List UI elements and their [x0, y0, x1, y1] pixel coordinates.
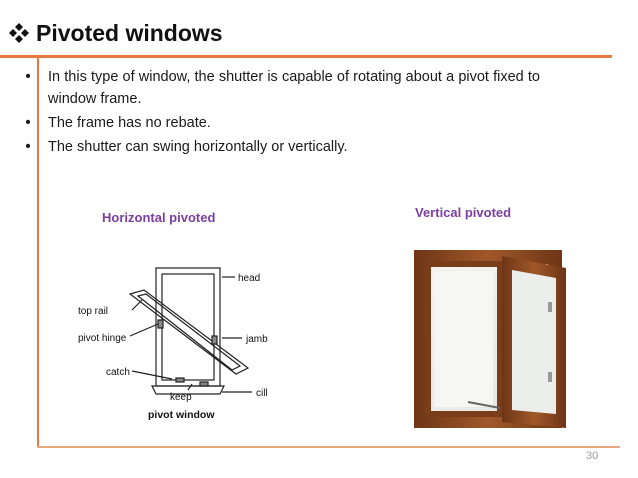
page-number: 30 — [586, 450, 599, 462]
bullet-text: In this type of window, the shutter is capable of rotating about a pivot fixed to window frame. — [48, 69, 540, 107]
label-keep: keep — [170, 392, 192, 403]
label-pivot-window: pivot window — [148, 409, 215, 421]
title-underline — [0, 55, 612, 58]
vertical-pivoted-caption: Vertical pivoted — [415, 205, 512, 220]
horizontal-pivot-diagram — [72, 250, 300, 430]
label-pivot-hinge: pivot hinge — [78, 333, 127, 344]
horizontal-pivoted-caption: Horizontal pivoted — [102, 210, 216, 225]
four-diamond-icon — [8, 22, 30, 44]
label-head: head — [238, 273, 261, 284]
bottom-border-line — [37, 446, 620, 448]
slide-title: Pivoted windows — [36, 19, 223, 46]
bullet-text: The frame has no rebate. — [48, 115, 211, 131]
title-row — [8, 16, 223, 50]
bullet-item — [18, 136, 540, 158]
label-jamb: jamb — [246, 334, 268, 345]
bullet-item — [18, 112, 540, 134]
vertical-pivot-window-image — [408, 242, 578, 434]
bullet-list — [18, 66, 540, 160]
bullet-item — [18, 66, 540, 110]
label-top-rail: top rail — [78, 306, 109, 317]
bullet-marker: • — [25, 115, 31, 131]
label-catch: catch — [106, 367, 130, 378]
bullet-marker: • — [25, 69, 31, 85]
label-cill: cill — [256, 388, 268, 399]
bullet-text: The shutter can swing horizontally or vertically. — [48, 139, 348, 155]
bullet-marker: • — [25, 139, 31, 155]
